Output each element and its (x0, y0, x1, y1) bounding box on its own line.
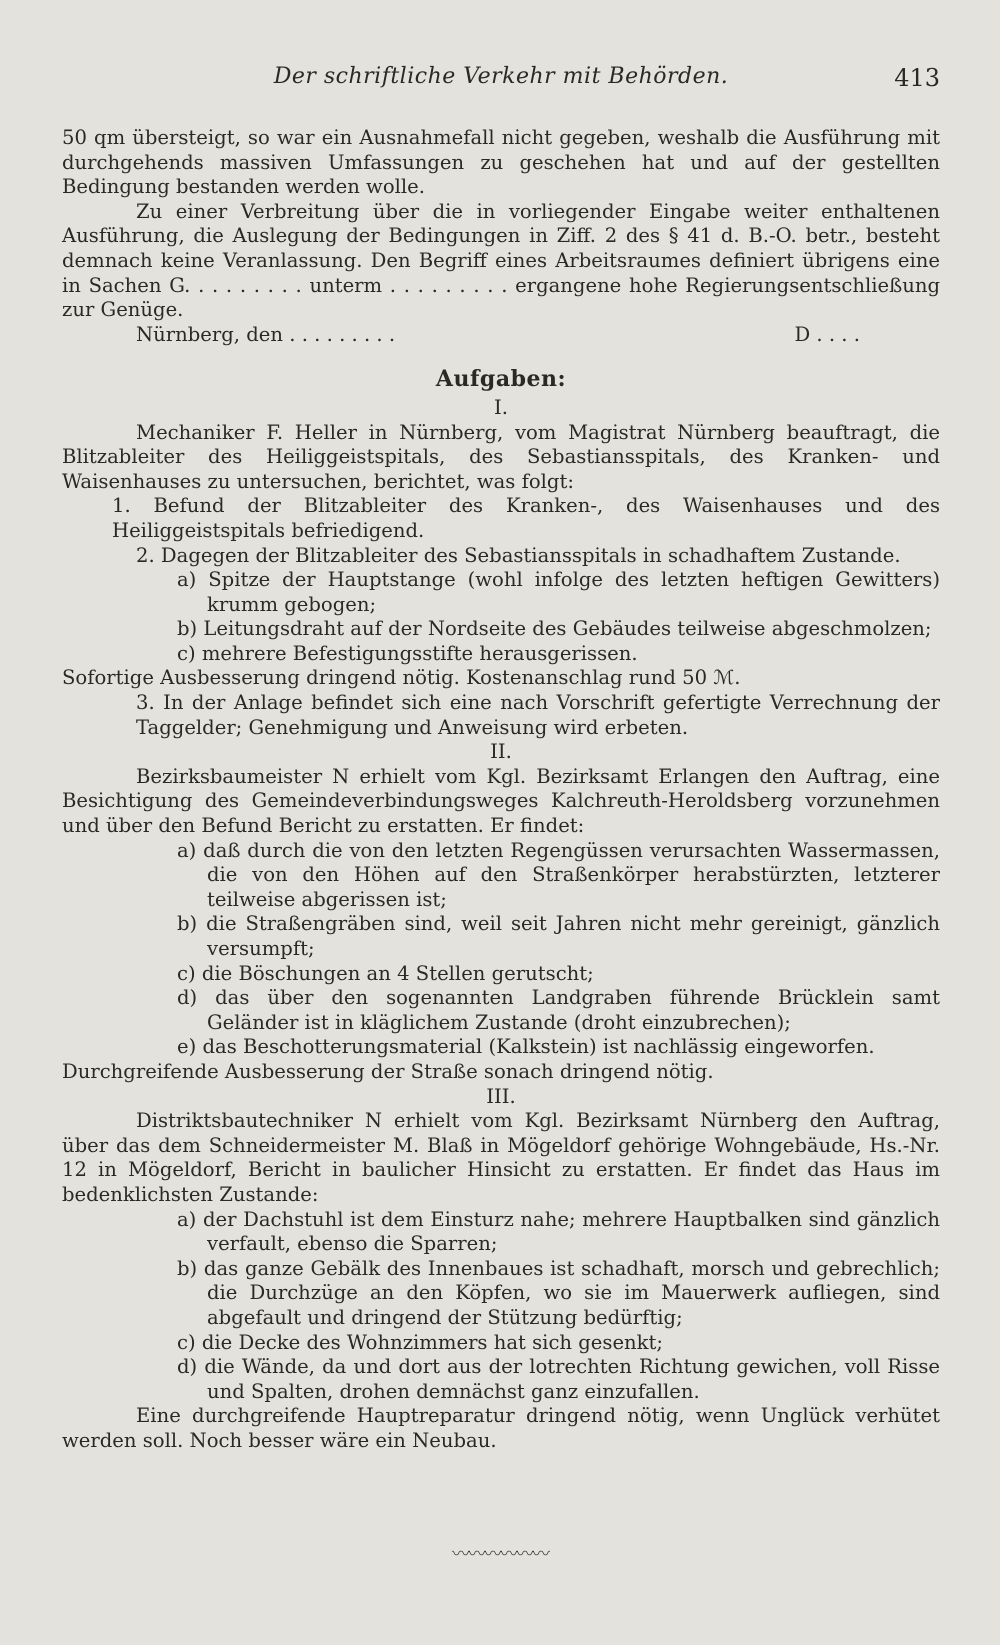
part3-item-c: c) die Decke des Wohnzimmers hat sich gesenkt; (177, 1330, 664, 1354)
part1-item-1: 1. Befund der Blitzableiter des Kranken-, des Waisenhauses und des Heiliggeistspitals befriedigend. (112, 494, 940, 542)
part3-item-b: b) das ganze Gebälk des Innenbaues ist schadhaft, morsch und gebrechlich; die Durchzüge an den Köpfen, wo sie im Mauerwerk aufliegen, sind abgefault und dringend der Stützung bedürftig; (177, 1256, 940, 1329)
part3-item-d: d) die Wände, da und dort aus der lotrechten Richtung gewichen, voll Risse und Spalten, drohen demnächst ganz einzufallen. (177, 1355, 940, 1403)
part1-repair: Sofortige Ausbesserung dringend nötig. Kostenanschlag rund 50 ℳ. (62, 666, 741, 690)
page-body (62, 126, 940, 1453)
intro-paragraph-2: Zu einer Verbreitung über die in vorliegender Eingabe weiter enthaltenen Ausführung, die Auslegung der Bedingungen in Ziff. 2 des § 41 d. B.-O. betr., besteht demnach keine Veranlassung. Den Begriff eines Arbeitsraumes definiert übrigens eine in Sachen G. . . . . . . . . unterm . . . . . . . . . ergangene hohe Regierungsentschließung zur Genüge. (62, 199, 940, 322)
part1-item-3: 3. In der Anlage befindet sich eine nach Vorschrift gefertigte Verrechnung der Taggelder; Genehmigung und Anweisung wird erbeten. (136, 691, 940, 739)
part2-item-d: d) das über den sogenannten Landgraben führende Brücklein samt Geländer ist in kläglichem Zustande (droht einzubrechen); (177, 986, 940, 1034)
running-title: Der schriftliche Verkehr mit Behörden. (273, 64, 729, 89)
part1-sub-c: c) mehrere Befestigungsstifte herausgerissen. (177, 641, 638, 665)
section-title: Aufgaben: (435, 366, 567, 393)
part2-numeral: II. (490, 740, 512, 764)
place-date-line (62, 323, 940, 348)
part2-item-e: e) das Beschotterungsmaterial (Kalkstein) ist nachlässig eingeworfen. (177, 1035, 875, 1059)
part3-intro: Distriktsbautechniker N erhielt vom Kgl. Bezirksamt Nürnberg den Auftrag, über das dem Schneidermeister M. Blaß in Mögeldorf gehörige Wohngebäude, Hs.-Nr. 12 in Mögeldorf, Bericht in baulicher Hinsicht zu erstatten. Er findet das Haus im bedenklichsten Zustande: (62, 1109, 940, 1206)
page-number: 413 (894, 64, 940, 92)
part2-item-b: b) die Straßengräben sind, weil seit Jahren nicht mehr gereinigt, gänzlich versumpft; (177, 912, 940, 960)
page-header (62, 64, 940, 94)
signature: D . . . . (794, 322, 860, 346)
closing-ornament: 〰〰〰〰〰〰 (452, 1544, 548, 1565)
part1-numeral: I. (494, 395, 508, 419)
part2-item-a: a) daß durch die von den letzten Regengüssen verursachten Wassermassen, die von den Höhen auf den Straßenkörper herabstürzten, letzterer teilweise abgerissen ist; (177, 838, 940, 911)
part1-item-2: 2. Dagegen der Blitzableiter des Sebastiansspitals in schadhaftem Zustande. (136, 543, 901, 567)
part3-conclusion: Eine durchgreifende Hauptreparatur dringend nötig, wenn Unglück verhütet werden soll. Noch besser wäre ein Neubau. (62, 1404, 940, 1452)
intro-paragraph-1: 50 qm übersteigt, so war ein Ausnahmefall nicht gegeben, weshalb die Ausführung mit durchgehends massiven Umfassungen zu geschehen hat und auf der gestellten Bedingung bestanden werden wolle. (62, 126, 940, 199)
part3-numeral: III. (486, 1084, 516, 1108)
part1-intro: Mechaniker F. Heller in Nürnberg, vom Magistrat Nürnberg beauftragt, die Blitzableiter des Heiliggeistspitals, des Sebastiansspitals, des Kranken- und Waisenhauses zu untersuchen, berichtet, was folgt: (62, 420, 940, 493)
part3-item-a: a) der Dachstuhl ist dem Einsturz nahe; mehrere Hauptbalken sind gänzlich verfault, ebenso die Sparren; (177, 1207, 940, 1256)
part2-item-c: c) die Böschungen an 4 Stellen gerutscht; (177, 961, 594, 985)
part2-intro: Bezirksbaumeister N erhielt vom Kgl. Bezirksamt Erlangen den Auftrag, eine Besichtigung des Gemeindeverbindungsweges Kalchreuth-Heroldsberg vorzunehmen und über den Befund Bericht zu erstatten. Er findet: (62, 764, 940, 838)
part1-sub-b: b) Leitungsdraht auf der Nordseite des Gebäudes teilweise abgeschmolzen; (177, 617, 932, 641)
part1-sub-a: a) Spitze der Hauptstange (wohl infolge des letzten heftigen Gewitters) krumm gebogen; (177, 568, 940, 616)
place-date: Nürnberg, den . . . . . . . . . (136, 322, 396, 346)
part2-conclusion: Durchgreifende Ausbesserung der Straße sonach dringend nötig. (62, 1059, 714, 1083)
